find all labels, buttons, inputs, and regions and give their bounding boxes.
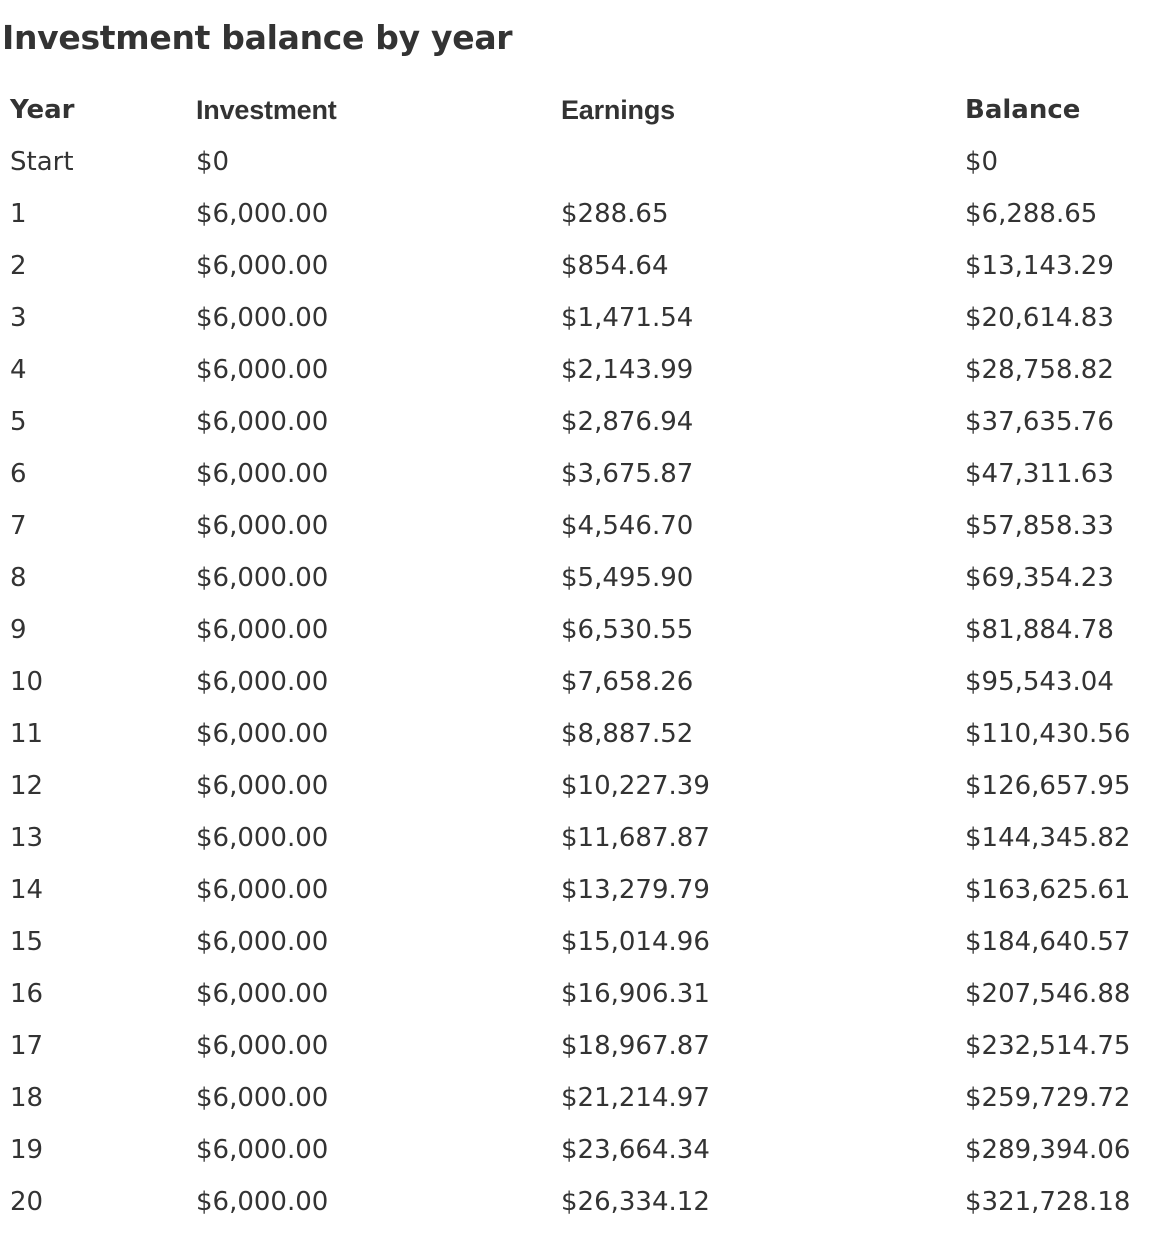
cell-balance: $232,514.75 [965,1031,1131,1061]
table-row [0,1124,1140,1176]
column-header-year: Year [10,95,75,125]
cell-earnings: $11,687.87 [561,823,710,853]
cell-investment: $6,000.00 [196,1083,329,1113]
cell-investment: $6,000.00 [196,355,329,385]
cell-year: 5 [10,407,27,437]
cell-earnings: $16,906.31 [561,979,710,1009]
cell-balance: $184,640.57 [965,927,1131,957]
cell-investment: $6,000.00 [196,1187,329,1217]
table-row [0,968,1140,1020]
cell-year: 10 [10,667,44,697]
cell-earnings: $6,530.55 [561,615,694,645]
cell-investment: $6,000.00 [196,771,329,801]
cell-balance: $95,543.04 [965,667,1114,697]
table-row [0,656,1140,708]
cell-year: 6 [10,459,27,489]
cell-balance: $144,345.82 [965,823,1131,853]
table-row [0,136,1140,188]
investment-balance-table [0,84,1140,1228]
table-row [0,396,1140,448]
cell-investment: $6,000.00 [196,823,329,853]
cell-balance: $289,394.06 [965,1135,1131,1165]
cell-earnings: $13,279.79 [561,875,710,905]
cell-year: Start [10,147,74,177]
cell-year: 12 [10,771,44,801]
cell-earnings: $10,227.39 [561,771,710,801]
cell-balance: $163,625.61 [965,875,1131,905]
cell-earnings: $4,546.70 [561,511,694,541]
cell-earnings: $21,214.97 [561,1083,710,1113]
cell-balance: $6,288.65 [965,199,1098,229]
column-header-investment: Investment [196,94,337,125]
column-header-earnings: Earnings [561,94,675,125]
table-row [0,916,1140,968]
cell-balance: $20,614.83 [965,303,1114,333]
table-header-row [0,84,1140,136]
table-row [0,864,1140,916]
cell-year: 8 [10,563,27,593]
cell-earnings: $15,014.96 [561,927,710,957]
cell-year: 19 [10,1135,44,1165]
cell-investment: $6,000.00 [196,511,329,541]
cell-year: 17 [10,1031,44,1061]
cell-investment: $6,000.00 [196,459,329,489]
cell-year: 2 [10,251,27,281]
cell-year: 20 [10,1187,44,1217]
cell-balance: $57,858.33 [965,511,1114,541]
cell-earnings: $8,887.52 [561,719,694,749]
cell-year: 7 [10,511,27,541]
cell-investment: $6,000.00 [196,303,329,333]
table-row [0,604,1140,656]
cell-year: 15 [10,927,44,957]
cell-balance: $110,430.56 [965,719,1131,749]
column-header-balance: Balance [965,95,1081,125]
cell-balance: $207,546.88 [965,979,1131,1009]
cell-year: 18 [10,1083,44,1113]
cell-balance: $321,728.18 [965,1187,1131,1217]
cell-year: 13 [10,823,44,853]
cell-earnings: $5,495.90 [561,563,694,593]
cell-investment: $6,000.00 [196,1031,329,1061]
table-header [0,84,1140,136]
cell-earnings [551,136,955,188]
cell-balance: $47,311.63 [965,459,1114,489]
table-row [0,760,1140,812]
table-row [0,240,1140,292]
cell-year: 9 [10,615,27,645]
cell-investment: $6,000.00 [196,719,329,749]
table-body [0,136,1140,1228]
cell-earnings: $26,334.12 [561,1187,710,1217]
cell-earnings: $3,675.87 [561,459,694,489]
cell-earnings: $2,876.94 [561,407,694,437]
cell-investment: $6,000.00 [196,875,329,905]
cell-earnings: $288.65 [561,199,669,229]
table-row [0,812,1140,864]
table-row [0,188,1140,240]
table-row [0,292,1140,344]
cell-earnings: $1,471.54 [561,303,694,333]
cell-investment: $6,000.00 [196,1135,329,1165]
cell-balance: $126,657.95 [965,771,1131,801]
cell-balance: $0 [965,147,999,177]
cell-earnings: $18,967.87 [561,1031,710,1061]
table-row [0,1072,1140,1124]
cell-balance: $37,635.76 [965,407,1114,437]
cell-year: 4 [10,355,27,385]
page-title: Investment balance by year [2,18,513,57]
cell-earnings: $23,664.34 [561,1135,710,1165]
table-row [0,344,1140,396]
cell-year: 14 [10,875,44,905]
cell-balance: $28,758.82 [965,355,1114,385]
cell-year: 11 [10,719,44,749]
cell-investment: $6,000.00 [196,251,329,281]
table-row [0,500,1140,552]
cell-investment: $6,000.00 [196,563,329,593]
cell-balance: $259,729.72 [965,1083,1131,1113]
cell-year: 16 [10,979,44,1009]
table-row [0,448,1140,500]
cell-investment: $6,000.00 [196,199,329,229]
table-row [0,1020,1140,1072]
table-row [0,552,1140,604]
table-row [0,1176,1140,1228]
cell-investment: $6,000.00 [196,407,329,437]
cell-earnings: $7,658.26 [561,667,694,697]
cell-balance: $13,143.29 [965,251,1114,281]
cell-investment: $0 [196,147,230,177]
cell-earnings: $2,143.99 [561,355,694,385]
cell-investment: $6,000.00 [196,615,329,645]
cell-year: 1 [10,199,27,229]
cell-earnings: $854.64 [561,251,669,281]
cell-investment: $6,000.00 [196,927,329,957]
cell-balance: $81,884.78 [965,615,1114,645]
cell-investment: $6,000.00 [196,979,329,1009]
cell-balance: $69,354.23 [965,563,1114,593]
cell-year: 3 [10,303,27,333]
cell-investment: $6,000.00 [196,667,329,697]
table-row [0,708,1140,760]
